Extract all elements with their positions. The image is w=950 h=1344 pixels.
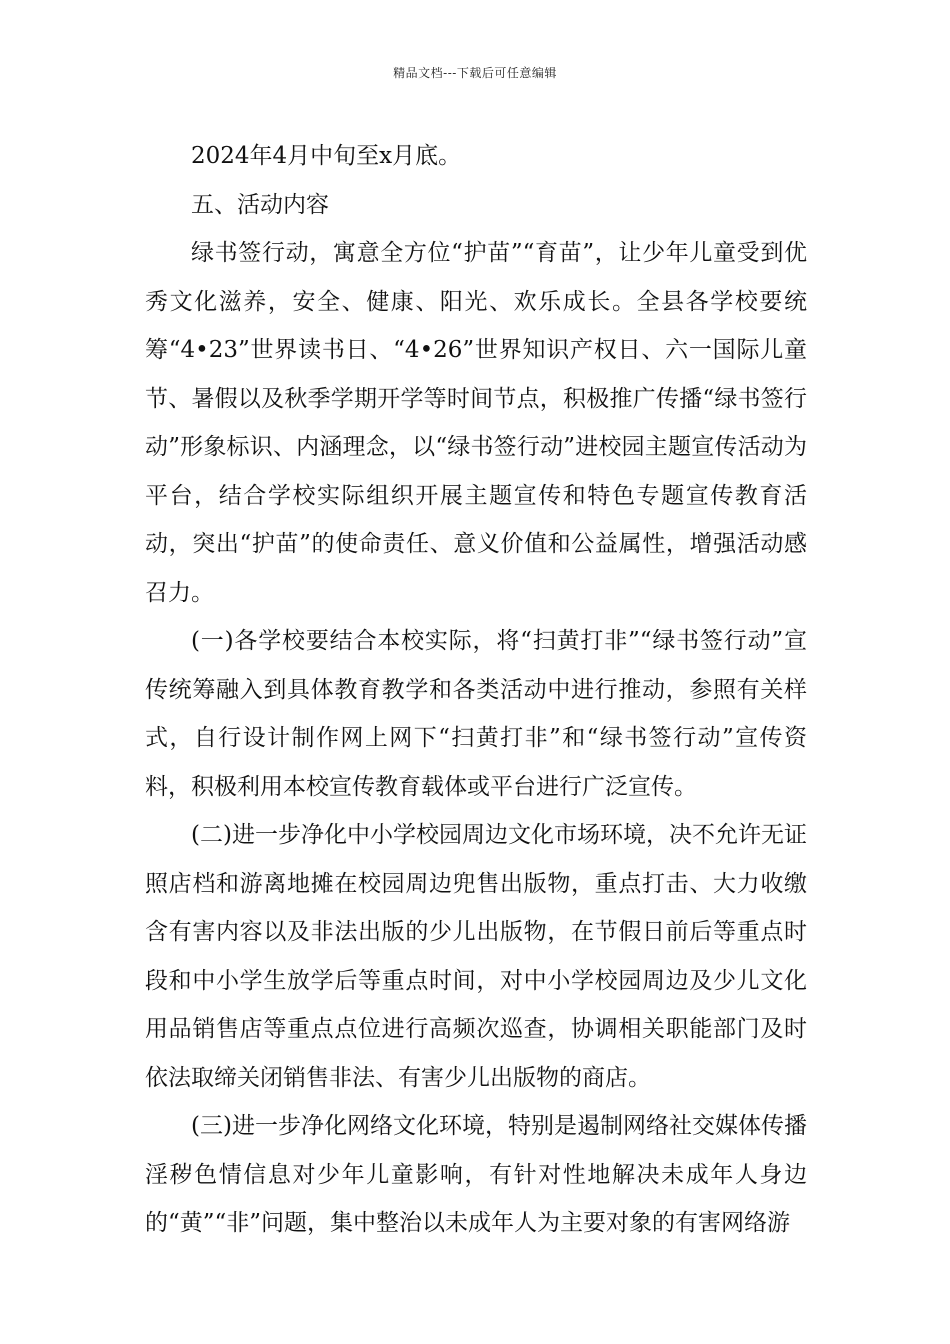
section-heading: 五、活动内容 xyxy=(191,191,329,218)
body-paragraph: 绿书签行动，寓意全方位“护苗”“育苗”，让少年儿童受到优秀文化滋养，安全、健康、阳光、欢乐成长。全县各学校要统筹“4•23”世界读书日、“4•26”世界知识产权日、六一国际儿童节、暑假以及秋季学期开学等时间节点，积极推广传播“绿书签行动”形象标识、内涵理念，以“绿书签行动”进校园主题宣传活动为平台，结合学校实际组织开展主题宣传和特色专题宣传教育活动，突出“护苗”的使命责任、意义价值和公益属性，增强活动感召力。 xyxy=(145,240,807,606)
page-header: 精品文档---下载后可任意编辑 xyxy=(393,66,557,80)
body-paragraph: (一)各学校要结合本校实际，将“扫黄打非”“绿书签行动”宣传统筹融入到具体教育教学和各类活动中进行推动，参照有关样式，自行设计制作网上网下“扫黄打非”和“绿书签行动”宣传资料，积极利用本校宣传教育载体或平台进行广泛宣传。 xyxy=(145,628,807,800)
body-paragraph: (三)进一步净化网络文化环境，特别是遏制网络社交媒体传播淫秽色情信息对少年儿童影响，有针对性地解决未成年人身边的“黄”“非”问题，集中整治以未成年人为主要对象的有害网络游 xyxy=(145,1113,807,1236)
date-range-paragraph: 2024年4月中旬至x月底。 xyxy=(191,143,462,169)
body-paragraph: (二)进一步净化中小学校园周边文化市场环境，决不允许无证照店档和游离地摊在校园周边兜售出版物，重点打击、大力收缴含有害内容以及非法出版的少儿出版物，在节假日前后等重点时段和中小学生放学后等重点时间，对中小学校园周边及少儿文化用品销售店等重点点位进行高频次巡查，协调相关职能部门及时依法取缔关闭销售非法、有害少儿出版物的商店。 xyxy=(145,822,807,1091)
document-body xyxy=(145,132,807,1248)
